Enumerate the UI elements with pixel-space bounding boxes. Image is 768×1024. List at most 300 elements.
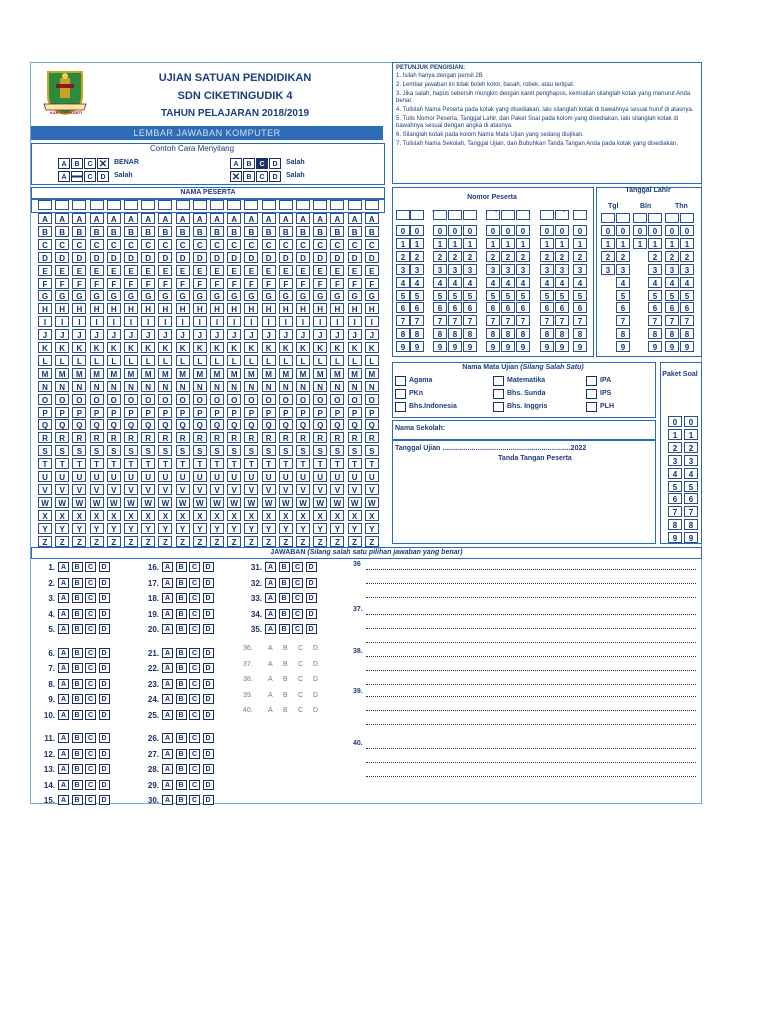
name-letter-option[interactable]: U [193,471,207,482]
paket-digit-option[interactable]: 9 [684,532,698,543]
nomor-digit-option[interactable]: 4 [410,277,424,288]
name-letter-option[interactable]: X [262,510,276,521]
answer-option-A[interactable]: A [58,710,69,720]
name-letter-option[interactable]: U [90,471,104,482]
name-letter-option[interactable]: F [262,278,276,289]
nomor-digit-option[interactable]: 7 [540,315,554,326]
name-letter-option[interactable]: I [90,316,104,327]
name-letter-option[interactable]: Z [124,536,138,547]
name-letter-option[interactable]: N [244,381,258,392]
name-letter-option[interactable]: X [348,510,362,521]
nomor-write-box[interactable] [448,210,462,220]
name-letter-option[interactable]: J [141,329,155,340]
name-letter-option[interactable]: M [72,368,86,379]
name-letter-option[interactable]: T [296,458,310,469]
name-letter-option[interactable]: Z [107,536,121,547]
answer-option-A[interactable]: A [162,663,173,673]
nomor-digit-option[interactable]: 7 [573,315,587,326]
answer-option-A[interactable]: A [162,624,173,634]
nomor-digit-option[interactable]: 3 [396,264,410,275]
subject-checkbox[interactable] [493,389,504,399]
name-letter-option[interactable]: S [296,445,310,456]
name-letter-option[interactable]: V [262,484,276,495]
name-letter-option[interactable]: Q [365,419,379,430]
name-letter-option[interactable]: H [72,303,86,314]
answer-option-B[interactable]: B [72,609,83,619]
nomor-digit-option[interactable]: 3 [463,264,477,275]
name-letter-option[interactable]: P [227,407,241,418]
name-letter-option[interactable]: Y [107,523,121,534]
nomor-digit-option[interactable]: 2 [448,251,462,262]
tgl-digit-option[interactable]: 1 [616,238,630,249]
name-letter-option[interactable]: R [262,432,276,443]
name-letter-option[interactable]: O [348,394,362,405]
answer-option-A[interactable]: A [162,609,173,619]
tgl-digit-option[interactable]: 7 [680,315,694,326]
nomor-digit-option[interactable]: 7 [396,315,410,326]
name-letter-option[interactable]: A [210,213,224,224]
name-letter-option[interactable]: W [158,497,172,508]
name-letter-option[interactable]: I [38,316,52,327]
nomor-digit-option[interactable]: 6 [486,302,500,313]
essay-line[interactable] [366,628,696,629]
tgl-digit-option[interactable]: 9 [648,341,662,352]
name-letter-option[interactable]: U [348,471,362,482]
name-letter-option[interactable]: I [313,316,327,327]
name-letter-option[interactable]: K [176,342,190,353]
name-letter-option[interactable]: I [158,316,172,327]
name-letter-option[interactable]: J [279,329,293,340]
name-letter-option[interactable]: S [141,445,155,456]
nomor-digit-option[interactable]: 2 [410,251,424,262]
name-letter-option[interactable]: A [227,213,241,224]
answer-option-A[interactable]: A [58,578,69,588]
name-letter-option[interactable]: J [348,329,362,340]
answer-option-C[interactable]: C [292,624,303,634]
nomor-digit-option[interactable]: 7 [501,315,515,326]
nomor-digit-option[interactable]: 6 [448,302,462,313]
tgl-digit-option[interactable]: 0 [633,225,647,236]
name-letter-option[interactable]: Q [176,419,190,430]
name-letter-option[interactable]: X [107,510,121,521]
name-letter-option[interactable]: A [72,213,86,224]
nomor-digit-option[interactable]: 1 [555,238,569,249]
name-letter-option[interactable]: D [124,252,138,263]
answer-option-C[interactable]: C [85,593,96,603]
name-letter-option[interactable]: F [210,278,224,289]
name-letter-option[interactable]: A [313,213,327,224]
nomor-digit-option[interactable]: 3 [516,264,530,275]
name-letter-option[interactable]: Y [141,523,155,534]
answer-option-C[interactable]: C [85,764,96,774]
name-letter-option[interactable]: S [158,445,172,456]
name-letter-option[interactable]: F [55,278,69,289]
tgl-write-box[interactable] [616,213,630,223]
nomor-write-box[interactable] [516,210,530,220]
name-letter-option[interactable]: Z [365,536,379,547]
nomor-digit-option[interactable]: 5 [448,290,462,301]
name-letter-option[interactable]: E [55,265,69,276]
answer-option-B[interactable]: B [72,764,83,774]
name-letter-option[interactable]: G [244,290,258,301]
name-letter-option[interactable]: S [330,445,344,456]
answer-option-D[interactable]: D [99,694,110,704]
nomor-digit-option[interactable]: 8 [540,328,554,339]
nomor-digit-option[interactable]: 9 [448,341,462,352]
name-letter-option[interactable]: N [124,381,138,392]
name-letter-option[interactable]: D [55,252,69,263]
name-letter-option[interactable]: R [141,432,155,443]
paket-digit-option[interactable]: 4 [684,468,698,479]
name-letter-option[interactable]: K [313,342,327,353]
nomor-digit-option[interactable]: 0 [516,225,530,236]
name-letter-option[interactable]: L [365,355,379,366]
answer-option-A[interactable]: A [58,780,69,790]
name-letter-option[interactable]: J [176,329,190,340]
name-letter-option[interactable]: H [124,303,138,314]
answer-option-D[interactable]: D [306,624,317,634]
answer-option-D[interactable]: D [99,562,110,572]
name-letter-option[interactable]: Y [348,523,362,534]
name-letter-option[interactable]: T [158,458,172,469]
name-letter-option[interactable]: X [158,510,172,521]
name-letter-option[interactable]: E [38,265,52,276]
nomor-digit-option[interactable]: 5 [573,290,587,301]
name-letter-option[interactable]: M [124,368,138,379]
name-letter-option[interactable]: C [244,239,258,250]
name-letter-option[interactable]: B [193,226,207,237]
name-letter-option[interactable]: O [38,394,52,405]
answer-option-D[interactable]: D [99,593,110,603]
answer-option-D[interactable]: D [203,780,214,790]
name-letter-option[interactable]: L [72,355,86,366]
name-letter-option[interactable]: E [279,265,293,276]
tgl-digit-option[interactable]: 1 [665,238,679,249]
essay-line[interactable] [366,776,696,777]
answer-option-C[interactable]: C [189,663,200,673]
answer-option-D[interactable]: D [306,562,317,572]
name-letter-option[interactable]: G [55,290,69,301]
name-letter-option[interactable]: Z [193,536,207,547]
name-write-box[interactable] [38,200,52,210]
paket-digit-option[interactable]: 0 [668,416,682,427]
name-letter-option[interactable]: D [158,252,172,263]
paket-digit-option[interactable]: 7 [684,506,698,517]
name-letter-option[interactable]: C [38,239,52,250]
name-letter-option[interactable]: L [38,355,52,366]
name-letter-option[interactable]: V [158,484,172,495]
nomor-digit-option[interactable]: 4 [448,277,462,288]
nomor-write-box[interactable] [410,210,424,220]
name-letter-option[interactable]: V [296,484,310,495]
nomor-digit-option[interactable]: 4 [555,277,569,288]
answer-option-A[interactable]: A [58,694,69,704]
name-letter-option[interactable]: S [124,445,138,456]
name-letter-option[interactable]: U [176,471,190,482]
name-letter-option[interactable]: H [227,303,241,314]
name-letter-option[interactable]: X [55,510,69,521]
name-letter-option[interactable]: L [55,355,69,366]
name-letter-option[interactable]: N [141,381,155,392]
nomor-digit-option[interactable]: 0 [463,225,477,236]
name-letter-option[interactable]: W [141,497,155,508]
name-letter-option[interactable]: I [176,316,190,327]
answer-option-D[interactable]: D [306,578,317,588]
answer-option-D[interactable]: D [203,733,214,743]
answer-option-B[interactable]: B [176,764,187,774]
nomor-write-box[interactable] [463,210,477,220]
name-letter-option[interactable]: S [227,445,241,456]
tgl-digit-option[interactable]: 4 [648,277,662,288]
answer-option-D[interactable]: D [203,648,214,658]
name-letter-option[interactable]: K [365,342,379,353]
name-letter-option[interactable]: B [365,226,379,237]
name-letter-option[interactable]: J [193,329,207,340]
nomor-write-box[interactable] [396,210,410,220]
name-letter-option[interactable]: X [90,510,104,521]
answer-option-A[interactable]: A [162,562,173,572]
name-letter-option[interactable]: J [330,329,344,340]
nomor-digit-option[interactable]: 4 [486,277,500,288]
name-write-box[interactable] [227,200,241,210]
nomor-digit-option[interactable]: 9 [516,341,530,352]
name-letter-option[interactable]: Q [90,419,104,430]
name-letter-option[interactable]: C [90,239,104,250]
answer-option-B[interactable]: B [176,578,187,588]
name-letter-option[interactable]: W [348,497,362,508]
nomor-digit-option[interactable]: 2 [463,251,477,262]
nomor-digit-option[interactable]: 7 [463,315,477,326]
name-letter-option[interactable]: O [124,394,138,405]
tgl-write-box[interactable] [648,213,662,223]
name-letter-option[interactable]: K [55,342,69,353]
nomor-digit-option[interactable]: 2 [516,251,530,262]
answer-option-D[interactable]: D [99,578,110,588]
name-letter-option[interactable]: M [210,368,224,379]
name-letter-option[interactable]: P [296,407,310,418]
name-letter-option[interactable]: H [348,303,362,314]
answer-option-A[interactable]: A [58,764,69,774]
name-letter-option[interactable]: G [141,290,155,301]
answer-option-A[interactable]: A [162,749,173,759]
answer-option-C[interactable]: C [189,780,200,790]
name-letter-option[interactable]: C [193,239,207,250]
name-letter-option[interactable]: N [158,381,172,392]
answer-option-A[interactable]: A [265,609,276,619]
name-letter-option[interactable]: L [210,355,224,366]
name-letter-option[interactable]: B [348,226,362,237]
paket-digit-option[interactable]: 0 [684,416,698,427]
name-letter-option[interactable]: U [227,471,241,482]
name-letter-option[interactable]: F [124,278,138,289]
nomor-digit-option[interactable]: 2 [573,251,587,262]
name-letter-option[interactable]: Y [365,523,379,534]
name-letter-option[interactable]: N [107,381,121,392]
name-letter-option[interactable]: T [124,458,138,469]
answer-option-B[interactable]: B [72,749,83,759]
tgl-digit-option[interactable]: 1 [633,238,647,249]
answer-option-C[interactable]: C [85,663,96,673]
name-letter-option[interactable]: L [193,355,207,366]
answer-option-D[interactable]: D [306,609,317,619]
name-letter-option[interactable]: E [158,265,172,276]
answer-option-A[interactable]: A [58,624,69,634]
answer-option-D[interactable]: D [203,562,214,572]
nomor-digit-option[interactable]: 0 [396,225,410,236]
name-letter-option[interactable]: F [279,278,293,289]
name-letter-option[interactable]: Y [158,523,172,534]
name-letter-option[interactable]: O [365,394,379,405]
name-letter-option[interactable]: B [141,226,155,237]
answer-option-A[interactable]: A [162,679,173,689]
name-letter-option[interactable]: K [244,342,258,353]
name-letter-option[interactable]: G [262,290,276,301]
nomor-digit-option[interactable]: 2 [396,251,410,262]
name-letter-option[interactable]: R [72,432,86,443]
name-letter-option[interactable]: G [193,290,207,301]
name-letter-option[interactable]: H [176,303,190,314]
nomor-digit-option[interactable]: 7 [410,315,424,326]
name-write-box[interactable] [90,200,104,210]
name-letter-option[interactable]: R [348,432,362,443]
name-letter-option[interactable]: G [38,290,52,301]
essay-line[interactable] [366,642,696,643]
nomor-digit-option[interactable]: 8 [410,328,424,339]
name-letter-option[interactable]: U [124,471,138,482]
name-letter-option[interactable]: E [210,265,224,276]
name-letter-option[interactable]: I [72,316,86,327]
answer-option-B[interactable]: B [176,663,187,673]
paket-digit-option[interactable]: 9 [668,532,682,543]
name-letter-option[interactable]: U [279,471,293,482]
name-letter-option[interactable]: N [72,381,86,392]
name-letter-option[interactable]: H [193,303,207,314]
nomor-digit-option[interactable]: 3 [486,264,500,275]
name-letter-option[interactable]: G [313,290,327,301]
tgl-digit-option[interactable]: 9 [665,341,679,352]
name-letter-option[interactable]: C [72,239,86,250]
name-letter-option[interactable]: T [348,458,362,469]
name-letter-option[interactable]: C [107,239,121,250]
name-letter-option[interactable]: M [262,368,276,379]
nomor-digit-option[interactable]: 3 [410,264,424,275]
name-letter-option[interactable]: J [72,329,86,340]
name-letter-option[interactable]: V [55,484,69,495]
tanda-tangan-box[interactable] [392,440,656,544]
name-letter-option[interactable]: D [279,252,293,263]
name-letter-option[interactable]: J [107,329,121,340]
tgl-digit-option[interactable]: 3 [680,264,694,275]
answer-option-D[interactable]: D [203,795,214,805]
nomor-digit-option[interactable]: 9 [410,341,424,352]
name-letter-option[interactable]: X [244,510,258,521]
name-letter-option[interactable]: A [158,213,172,224]
answer-option-B[interactable]: B [72,795,83,805]
name-letter-option[interactable]: A [90,213,104,224]
name-letter-option[interactable]: S [193,445,207,456]
name-letter-option[interactable]: R [244,432,258,443]
nomor-digit-option[interactable]: 3 [448,264,462,275]
name-letter-option[interactable]: W [107,497,121,508]
nomor-digit-option[interactable]: 6 [463,302,477,313]
nomor-write-box[interactable] [555,210,569,220]
name-letter-option[interactable]: U [158,471,172,482]
answer-option-C[interactable]: C [189,795,200,805]
name-letter-option[interactable]: O [107,394,121,405]
name-letter-option[interactable]: Q [279,419,293,430]
name-letter-option[interactable]: Z [38,536,52,547]
name-letter-option[interactable]: O [158,394,172,405]
nomor-digit-option[interactable]: 7 [555,315,569,326]
name-letter-option[interactable]: Z [262,536,276,547]
answer-option-C[interactable]: C [85,578,96,588]
name-letter-option[interactable]: C [262,239,276,250]
answer-option-D[interactable]: D [203,749,214,759]
name-letter-option[interactable]: E [193,265,207,276]
name-letter-option[interactable]: I [296,316,310,327]
name-letter-option[interactable]: W [210,497,224,508]
nomor-digit-option[interactable]: 9 [573,341,587,352]
name-letter-option[interactable]: M [55,368,69,379]
name-letter-option[interactable]: A [330,213,344,224]
answer-option-B[interactable]: B [72,648,83,658]
name-letter-option[interactable]: Z [72,536,86,547]
name-letter-option[interactable]: A [296,213,310,224]
answer-option-B[interactable]: B [72,780,83,790]
name-letter-option[interactable]: W [227,497,241,508]
answer-option-B[interactable]: B [279,593,290,603]
name-letter-option[interactable]: P [124,407,138,418]
answer-option-C[interactable]: C [85,780,96,790]
name-letter-option[interactable]: G [124,290,138,301]
name-letter-option[interactable]: Q [348,419,362,430]
nomor-digit-option[interactable]: 1 [516,238,530,249]
nomor-digit-option[interactable]: 3 [573,264,587,275]
answer-option-D[interactable]: D [203,609,214,619]
answer-option-B[interactable]: B [176,609,187,619]
nomor-digit-option[interactable]: 2 [486,251,500,262]
name-letter-option[interactable]: Z [279,536,293,547]
name-letter-option[interactable]: D [210,252,224,263]
name-letter-option[interactable]: A [38,213,52,224]
name-letter-option[interactable]: D [365,252,379,263]
name-letter-option[interactable]: S [210,445,224,456]
name-letter-option[interactable]: P [244,407,258,418]
name-letter-option[interactable]: Q [296,419,310,430]
name-letter-option[interactable]: J [210,329,224,340]
name-letter-option[interactable]: Q [313,419,327,430]
nomor-digit-option[interactable]: 0 [410,225,424,236]
answer-option-A[interactable]: A [58,648,69,658]
tgl-digit-option[interactable]: 1 [601,238,615,249]
answer-option-A[interactable]: A [265,578,276,588]
name-letter-option[interactable]: D [38,252,52,263]
name-letter-option[interactable]: O [176,394,190,405]
name-letter-option[interactable]: H [279,303,293,314]
name-write-box[interactable] [72,200,86,210]
tgl-digit-option[interactable]: 5 [616,290,630,301]
name-letter-option[interactable]: K [107,342,121,353]
name-letter-option[interactable]: G [348,290,362,301]
name-letter-option[interactable]: P [313,407,327,418]
nomor-digit-option[interactable]: 2 [555,251,569,262]
name-letter-option[interactable]: R [124,432,138,443]
nomor-digit-option[interactable]: 6 [516,302,530,313]
tgl-digit-option[interactable]: 5 [665,290,679,301]
name-letter-option[interactable]: W [55,497,69,508]
name-letter-option[interactable]: E [176,265,190,276]
name-letter-option[interactable]: E [72,265,86,276]
